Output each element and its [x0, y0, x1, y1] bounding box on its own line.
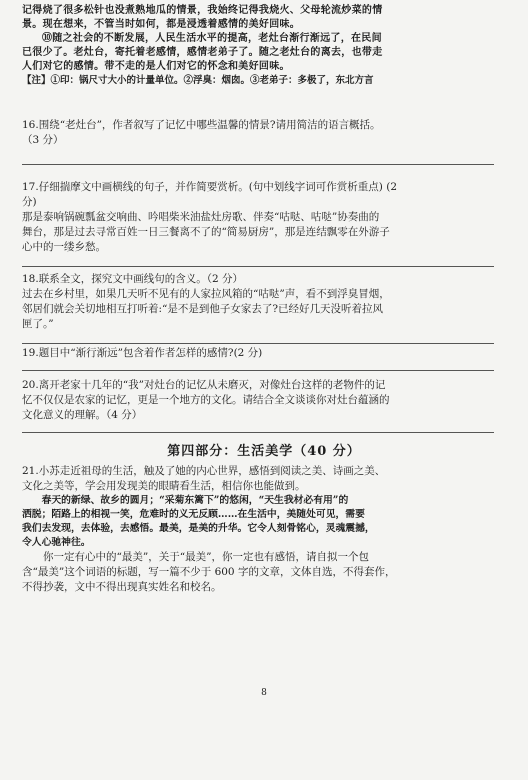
answer-line: [22, 343, 494, 344]
prompt-quote: 洒脱；陌路上的相视一笑，危难时的义无反顾……在生活中，美随处可见，需要: [22, 509, 365, 520]
answer-line: [22, 164, 494, 165]
passage-line: 人们对它的感情。带不走的是人们对它的怀念和美好回味。: [22, 61, 290, 72]
question-text: 文化之美等，学会用发现美的眼睛看生活，相信你也能做到。: [22, 480, 306, 492]
passage-line: 景。现在想来，不管当时如何，都是浸透着感情的美好回味。: [22, 19, 301, 30]
question-text: 20.离开老家十几年的“我”对灶台的记忆从未磨灭，对像灶台这样的老物件的记: [22, 379, 386, 391]
quoted-sentence: 匣了。”: [22, 318, 54, 330]
question-text: 17.仔细揣摩文中画横线的句子，并作简要赏析。(句中划线字词可作赏析重点) (2: [22, 181, 398, 193]
answer-line: [22, 266, 494, 267]
question-text: 分): [22, 196, 37, 208]
question-text: 18.联系全文，探究文中画线句的含义。（2 分）: [22, 273, 243, 285]
quoted-sentence: 那是泰响锅碗瓢盆交响曲、吟唱柴米油盐灶房歌、伴奏“咕哒、咕哒”协奏曲的: [22, 211, 380, 223]
quoted-sentence: 舞台，那是过去寻常百姓一日三餐离不了的“简易厨房”，那是连结飘零在外游子: [22, 226, 390, 238]
task-text: 不得抄袭，文中不得出现真实姓名和校名。: [22, 581, 222, 593]
question-text: 19.题目中“渐行渐远”包含着作者怎样的感情?(2 分): [22, 347, 263, 359]
prompt-quote: 令人心驰神往。: [22, 537, 91, 548]
question-21: [22, 464, 508, 595]
passage-line: ⑩随之社会的不断发展，人民生活水平的提高，老灶台渐行渐远了，在民间: [42, 33, 382, 44]
question-text: 文化意义的理解。（4 分）: [22, 409, 143, 421]
question-text: 16.围绕“老灶台”，作者叙写了记忆中哪些温馨的情景?请用简洁的语言概括。: [22, 119, 381, 131]
question-18: [22, 272, 508, 332]
quoted-sentence: 心中的一缕乡愁。: [22, 241, 106, 253]
passage-line: 记得烧了很多松针也没煮熟地瓜的情景，我始终记得我烧火、父母轮流炒菜的情: [22, 5, 383, 16]
question-16: [22, 118, 508, 148]
quoted-sentence: 邻居们就会关切地相互打听着:“是不是到他子女家去了?已经好几天没听着拉风: [22, 303, 384, 315]
quoted-sentence: 过去在乡村里，如果几天听不见有的人家拉风箱的“咕哒”声，看不到浮臭冒烟，: [22, 288, 390, 300]
question-text: 21.小苏走近祖母的生活，触及了她的内心世界，感悟到阅读之美、诗画之美、: [22, 465, 386, 477]
question-19: [22, 346, 508, 361]
reading-passage: [22, 4, 508, 87]
task-text: 含“最美”这个词语的标题，写一篇不少于 600 字的文章，文体自选，不得套作，: [22, 566, 396, 578]
answer-line: [22, 432, 494, 433]
page-number: 8: [261, 688, 267, 698]
question-score: （3 分）: [22, 134, 64, 146]
question-20: [22, 378, 508, 423]
prompt-quote: 我们去发现，去体验，去感悟。最美，是美的升华。它令人刻骨铭心，灵魂震撼，: [22, 523, 375, 534]
section-title: 第四部分：生活美学（40 分）: [167, 444, 361, 459]
passage-line: 已很少了。老灶台，寄托着老感情，感情老弟子了。随之老灶台的离去，也带走: [22, 47, 383, 58]
answer-line: [22, 370, 494, 371]
passage-note: 【注】①印：锅尺寸大小的计量单位。②浮臭：烟囱。③老弟子：多极了，东北方言: [22, 75, 374, 86]
prompt-quote: 春天的新绿、故乡的圆月；“采菊东篱下”的悠闲，“天生我材必有用”的: [41, 495, 349, 506]
question-text: 忆不仅仅是农家的记忆，更是一个地方的文化。请结合全文谈谈你对灶台蕴涵的: [22, 394, 390, 406]
question-17: [22, 180, 508, 255]
task-text: 你一定有心中的“最美”，关于“最美”，你一定也有感悟，请自拟一个包: [43, 551, 369, 563]
